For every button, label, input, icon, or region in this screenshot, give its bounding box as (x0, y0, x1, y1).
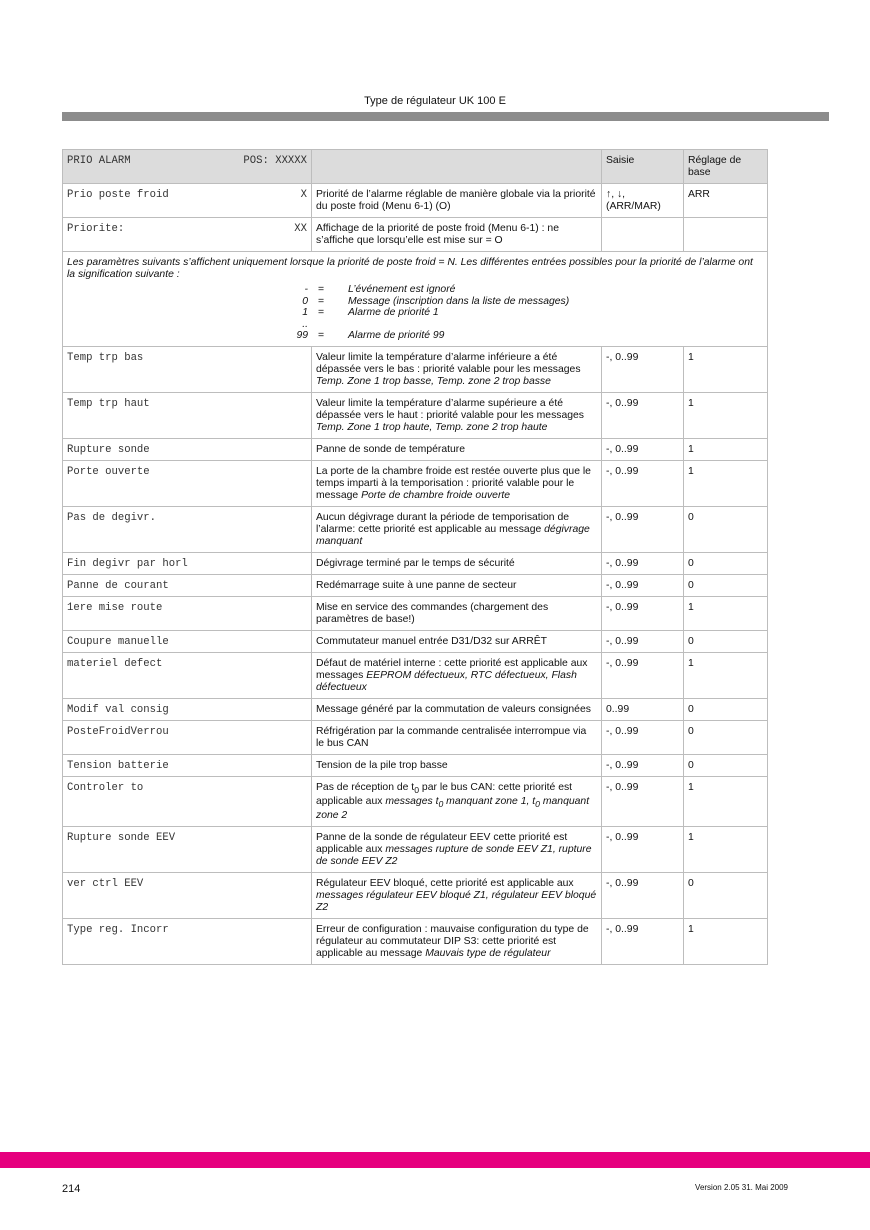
input-cell: -, 0..99 (602, 826, 684, 872)
desc-cell (312, 506, 602, 552)
legend-key: - (304, 284, 308, 295)
header-input-cell: Saisie (602, 150, 684, 184)
input-cell: -, 0..99 (602, 438, 684, 460)
default-cell: 0 (684, 630, 768, 652)
code-cell: Fin degivr par horl (63, 552, 312, 574)
header-code-right: POS: XXXXX (243, 155, 307, 167)
legend-equals: = (318, 330, 325, 341)
code-cell: Modif val consig (63, 698, 312, 720)
header-desc-cell (312, 150, 602, 184)
code-cell (63, 218, 312, 252)
param-name: Prio poste froid (67, 189, 169, 201)
input-cell: -, 0..99 (602, 506, 684, 552)
table-row (63, 506, 768, 552)
code-cell: Type reg. Incorr (63, 918, 312, 964)
note-row (63, 252, 768, 347)
legend-value: Message (inscription dans la liste de messages) (348, 295, 570, 307)
desc-fragment: manquant zone 1, t (443, 795, 536, 807)
code-cell: 1ere mise route (63, 596, 312, 630)
desc-message-names: messages rupture de sonde EEV Z1, rupture de sonde EEV Z2 (316, 843, 592, 867)
desc-text: Défaut de matériel interne : cette priorité est applicable aux messages (316, 657, 588, 681)
default-cell: 1 (684, 460, 768, 506)
input-cell: 0..99 (602, 698, 684, 720)
table-row (63, 918, 768, 964)
default-cell: 1 (684, 652, 768, 698)
page-number: 214 (62, 1183, 81, 1195)
code-cell: ver ctrl EEV (63, 872, 312, 918)
input-cell: -, 0..99 (602, 574, 684, 596)
desc-cell (312, 574, 602, 596)
input-cell: -, 0..99 (602, 918, 684, 964)
header-code-left: PRIO ALARM (67, 155, 131, 167)
desc-message-names: Temp. Zone 1 trop haute, Temp. zone 2 trop haute (316, 421, 548, 433)
desc-cell (312, 346, 602, 392)
input-cell: -, 0..99 (602, 720, 684, 754)
desc-message-names: messages régulateur EEV bloqué Z1, régulateur EEV bloqué Z2 (316, 889, 597, 913)
desc-cell (312, 596, 602, 630)
note-text: Les paramètres suivants s’affichent uniquement lorsque la priorité de poste froid = N. Les différentes entrées possibles pour la priorité de l’alarme ont la signification suivante : (67, 257, 753, 280)
desc-cell: Affichage de la priorité de poste froid (Menu 6-1) : ne s’affiche que lorsqu’elle est mise sur = O (312, 218, 602, 252)
header-default-cell: Réglage de base (684, 150, 768, 184)
desc-fragment: par le bus CAN: cette priorité est applicable aux (316, 781, 573, 807)
default-cell: 1 (684, 826, 768, 872)
desc-text: Panne de la sonde de régulateur EEV cette priorité est applicable aux (316, 831, 568, 855)
desc-cell: Priorité de l’alarme réglable de manière globale via la priorité du poste froid (Menu 6-1) (O) (312, 184, 602, 218)
table-row (63, 872, 768, 918)
legend-key: 99 (296, 330, 308, 341)
desc-fragment: messages t (385, 795, 439, 807)
input-cell: -, 0..99 (602, 652, 684, 698)
desc-message-names: dégivrage manquant (316, 523, 590, 547)
code-cell: Temp trp haut (63, 392, 312, 438)
legend-row (280, 319, 763, 331)
desc-text: Redémarrage suite à une panne de secteur (316, 579, 517, 591)
default-cell: 1 (684, 346, 768, 392)
legend-row (280, 284, 763, 296)
desc-text: Dégivrage terminé par le temps de sécurité (316, 557, 515, 569)
default-cell: 0 (684, 720, 768, 754)
desc-text: Valeur limite la température d’alarme inférieure a été dépassée vers le bas : priorité valable pour les messages (316, 351, 581, 375)
desc-cell (312, 652, 602, 698)
header-code-cell (63, 150, 312, 184)
desc-text: Message généré par la commutation de valeurs consignées (316, 703, 591, 715)
code-cell: materiel defect (63, 652, 312, 698)
legend-equals: = (318, 284, 325, 295)
desc-text: Panne de sonde de température (316, 443, 466, 455)
desc-text: Régulateur EEV bloqué, cette priorité est applicable aux (316, 877, 574, 889)
code-cell: Temp trp bas (63, 346, 312, 392)
table-row (63, 392, 768, 438)
desc-text: Tension de la pile trop basse (316, 759, 448, 771)
table-row (63, 720, 768, 754)
code-cell: Porte ouverte (63, 460, 312, 506)
desc-fragment: manquant zone 2 (316, 795, 590, 821)
default-cell: 0 (684, 506, 768, 552)
table-row (63, 630, 768, 652)
input-cell: ↑, ↓, (ARR/MAR) (602, 184, 684, 218)
desc-text: Réfrigération par la commande centralisée interrompue via le bus CAN (316, 725, 587, 749)
input-cell: -, 0..99 (602, 460, 684, 506)
legend-value: L’événement est ignoré (348, 284, 456, 295)
legend-row (280, 296, 763, 308)
default-cell: 1 (684, 392, 768, 438)
desc-text: Erreur de configuration : mauvaise configuration du type de régulateur au commutateur DIP S3: cette priorité est applicable au message (316, 923, 589, 959)
desc-message-names: Mauvais type de régulateur (425, 947, 551, 959)
code-cell: Rupture sonde EEV (63, 826, 312, 872)
default-cell: 0 (684, 698, 768, 720)
desc-message-names: Porte de chambre froide ouverte (361, 489, 511, 501)
table-row (63, 438, 768, 460)
table-row (63, 346, 768, 392)
default-cell: 1 (684, 776, 768, 826)
legend-equals (308, 319, 348, 331)
footer-band (0, 1152, 870, 1168)
default-cell: 0 (684, 552, 768, 574)
version-info: Version 2.05 31. Mai 2009 (695, 1183, 788, 1192)
input-cell (602, 218, 684, 252)
code-cell: Panne de courant (63, 574, 312, 596)
desc-text: Commutateur manuel entrée D31/D32 sur ARRÊT (316, 635, 548, 647)
param-name: Priorite: (67, 223, 125, 235)
desc-cell (312, 438, 602, 460)
input-cell: -, 0..99 (602, 346, 684, 392)
desc-cell (312, 826, 602, 872)
code-cell: Controler to (63, 776, 312, 826)
desc-cell (312, 872, 602, 918)
desc-fragment: 0 (438, 798, 444, 809)
table-row (63, 754, 768, 776)
desc-cell (312, 698, 602, 720)
alarm-priority-table (62, 149, 768, 965)
table-row (63, 596, 768, 630)
running-header-title: Type de régulateur UK 100 E (364, 95, 506, 107)
table-row (63, 652, 768, 698)
table-row (63, 574, 768, 596)
default-cell: 0 (684, 872, 768, 918)
default-cell: 0 (684, 574, 768, 596)
desc-cell (312, 754, 602, 776)
table-row (63, 552, 768, 574)
desc-message-names: Temp. Zone 1 trop basse, Temp. zone 2 trop basse (316, 375, 551, 387)
code-cell: Tension batterie (63, 754, 312, 776)
desc-cell (312, 460, 602, 506)
desc-fragment: Pas de réception de t (316, 781, 415, 793)
input-cell: -, 0..99 (602, 392, 684, 438)
param-value: X (300, 189, 307, 201)
desc-fragment: 0 (414, 784, 420, 795)
header-rule (62, 112, 829, 121)
input-cell: -, 0..99 (602, 552, 684, 574)
input-cell: -, 0..99 (602, 630, 684, 652)
table-row (63, 218, 768, 252)
desc-cell (312, 918, 602, 964)
code-cell: PosteFroidVerrou (63, 720, 312, 754)
legend-equals: = (318, 295, 325, 307)
table-header-row (63, 150, 768, 184)
input-cell: -, 0..99 (602, 872, 684, 918)
legend-key: .. (302, 318, 308, 330)
default-cell: 0 (684, 754, 768, 776)
code-cell: Pas de degivr. (63, 506, 312, 552)
priority-legend (280, 284, 763, 342)
input-cell: -, 0..99 (602, 596, 684, 630)
param-value: XX (294, 223, 307, 235)
desc-text: Aucun dégivrage durant la période de temporisation de l’alarme: cette priorité est applicable au message (316, 511, 570, 535)
default-cell: 1 (684, 438, 768, 460)
default-cell: 1 (684, 918, 768, 964)
desc-text: Valeur limite la température d’alarme supérieure a été dépassée vers le haut : priorité valable pour les messages (316, 397, 584, 421)
desc-cell (312, 776, 602, 826)
desc-cell (312, 630, 602, 652)
table-row (63, 776, 768, 826)
desc-fragment: 0 (535, 798, 540, 809)
desc-cell (312, 720, 602, 754)
legend-key: 1 (302, 307, 308, 318)
legend-value: Alarme de priorité 1 (348, 307, 439, 318)
table-row (63, 184, 768, 218)
desc-message-names: EEPROM défectueux, RTC défectueux, Flash défectueux (316, 669, 577, 693)
default-cell: 1 (684, 596, 768, 630)
note-cell (63, 252, 768, 347)
table-row (63, 826, 768, 872)
desc-text: Mise en service des commandes (chargement des paramètres de base!) (316, 601, 549, 625)
code-cell: Coupure manuelle (63, 630, 312, 652)
default-cell: ARR (684, 184, 768, 218)
table-row (63, 460, 768, 506)
desc-cell (312, 392, 602, 438)
legend-row (280, 307, 763, 319)
input-cell: -, 0..99 (602, 754, 684, 776)
desc-text: La porte de la chambre froide est restée ouverte plus que le temps imparti à la temporisation : priorité valable pour le message (316, 465, 591, 501)
input-cell: -, 0..99 (602, 776, 684, 826)
legend-value: Alarme de priorité 99 (348, 330, 445, 341)
code-cell (63, 184, 312, 218)
legend-row (280, 330, 763, 342)
legend-key: 0 (302, 295, 308, 307)
code-cell: Rupture sonde (63, 438, 312, 460)
legend-equals: = (318, 307, 325, 318)
default-cell (684, 218, 768, 252)
table-row (63, 698, 768, 720)
desc-cell (312, 552, 602, 574)
